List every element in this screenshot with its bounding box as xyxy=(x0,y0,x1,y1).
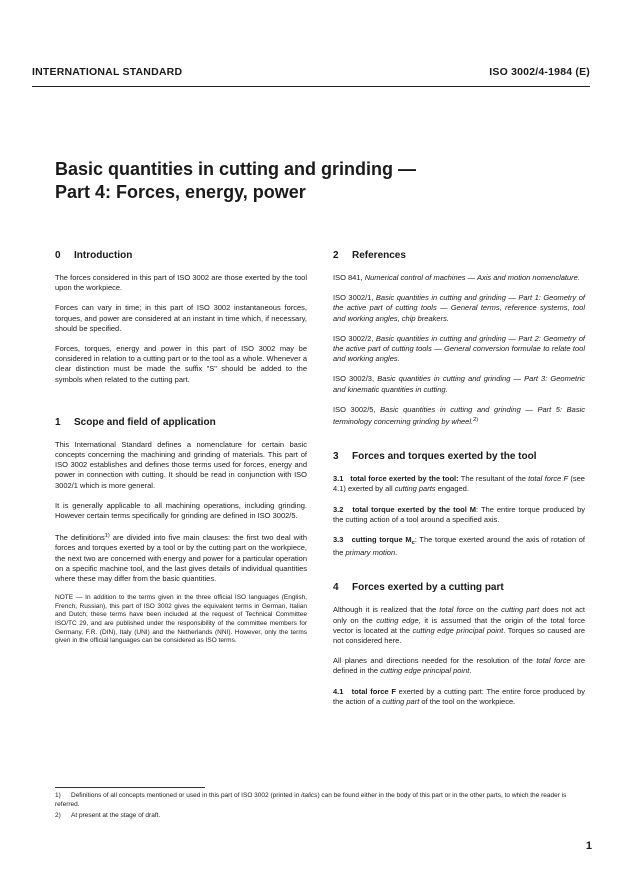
clause-3-1-term: total force exerted by the tool: xyxy=(350,474,459,484)
section-0-number: 0 xyxy=(55,250,61,261)
clause-4-1-text-1: exerted by a cutting part: The entire force produced by the action of a xyxy=(333,686,585,706)
footnote-rule xyxy=(55,787,205,788)
clause-4-1-number: 4.1 xyxy=(333,686,344,696)
intro-paragraph-2: Forces can vary in time; in this part of ISO 3002 instantaneous forces, torques, and power are considered at an instant in time which, if necessary, should be specified. xyxy=(55,303,307,333)
reference-iso-3002-2 xyxy=(333,334,585,365)
page-number: 1 xyxy=(585,840,592,852)
forces-p1-e: . Torques so caused are not considered here. xyxy=(333,625,586,646)
forces-p1-b: on the xyxy=(473,605,502,615)
clause-4-1-text-2: of the tool on the workpiece. xyxy=(419,696,516,706)
ref-1-title: Numerical control of machines — Axis and motion nomenclature. xyxy=(364,273,580,282)
clause-3-1-number: 3.1 xyxy=(333,474,344,484)
ref-4-title: Basic quantities in cutting and grinding — Part 3: Geometric and kinematic quantities in cutting. xyxy=(333,374,585,394)
clause-3-3 xyxy=(333,535,585,558)
footnote-ref-2[interactable]: 2) xyxy=(473,417,479,424)
left-column xyxy=(55,250,307,656)
clause-3-1-text-1: The resultant of the xyxy=(458,474,529,484)
clause-3-2-number: 3.2 xyxy=(333,504,344,514)
right-column xyxy=(333,250,585,717)
intro-paragraph-1: The forces considered in this part of ISO 3002 are those exerted by the tool upon the workpiece. xyxy=(55,273,307,293)
section-2-number: 2 xyxy=(333,250,339,261)
clause-3-3-term: cutting torque M xyxy=(351,535,412,545)
footnote-ref-1[interactable]: 1) xyxy=(104,533,110,540)
ref-1-id: ISO 841, xyxy=(333,273,365,282)
footnote-1-italic: italics xyxy=(301,792,318,799)
forces-p1-it4: cutting edge principal point xyxy=(412,625,504,635)
scope-p3-text-b: are divided into five main clauses: the first two deal with forces and torques exerted by a tool or by the cutting part on the workpiece, the next two are concerned with energy and power for a particular operation on a specific machine tool, and the last gives details of individual quantities where these may differ from the basic quantities. xyxy=(55,533,307,584)
clause-3-1-italic-2: cutting parts xyxy=(394,484,436,494)
title-line-1: Basic quantities in cutting and grinding — xyxy=(55,159,417,179)
clause-3-1 xyxy=(333,474,585,494)
header-document-number: ISO 3002/4-1984 (E) xyxy=(489,66,590,78)
header-rule xyxy=(32,86,590,87)
ref-4-id: ISO 3002/3, xyxy=(333,374,378,384)
reference-iso-3002-3 xyxy=(333,374,585,394)
ref-2-title: Basic quantities in cutting and grinding — Part 1: Geometry of the active part of cutting tools — General terms, reference systems, tool and working angles, chip breakers. xyxy=(333,293,585,323)
forces-p2-it2: cutting edge principal point xyxy=(380,666,470,676)
forces-paragraph-1 xyxy=(333,605,585,646)
forces-p2-a: All planes and directions needed for the resolution of the xyxy=(333,656,537,666)
footnote-2-number: 2) xyxy=(55,812,61,819)
section-2-heading xyxy=(333,250,585,262)
forces-p1-d: , it is assumed that the origin of the total force vector is located at the xyxy=(333,615,585,635)
footnote-1-text-a: Definitions of all concepts mentioned or used in this part of ISO 3002 (printed in xyxy=(71,792,302,799)
section-3-title: Forces and torques exerted by the tool xyxy=(352,451,537,463)
footnote-1-text-b: ) can be found either in the body of this part or in the other parts, to which the reader is referred. xyxy=(55,792,567,808)
section-1-heading xyxy=(55,417,307,429)
forces-p1-a: Although it is realized that the xyxy=(333,605,440,615)
document-title xyxy=(55,158,575,204)
forces-p1-it2: cutting part xyxy=(501,605,540,615)
forces-p2-b: are defined in the xyxy=(333,656,585,676)
footnote-1-number: 1) xyxy=(55,792,61,799)
scope-paragraph-3 xyxy=(55,531,307,584)
reference-iso-3002-5 xyxy=(333,405,585,427)
reference-iso-3002-1 xyxy=(333,293,585,324)
header-standard-label: INTERNATIONAL STANDARD xyxy=(32,66,183,78)
clause-3-3-text-1: : The torque exerted around the axis of rotation of the xyxy=(333,535,585,558)
title-line-2: Part 4: Forces, energy, power xyxy=(55,182,306,202)
clause-4-1 xyxy=(333,687,585,707)
scope-p3-text-a: The definitions xyxy=(55,533,105,543)
clause-3-3-subscript: c xyxy=(411,540,415,547)
reference-iso-841 xyxy=(333,273,585,283)
section-4-heading xyxy=(333,582,585,594)
clause-3-1-text-2: (see 4.1) exerted by all xyxy=(333,474,585,494)
section-2-title: References xyxy=(352,250,406,261)
ref-5-title: Basic quantities in cutting and grinding — Part 5: Basic terminology concerning grinding by wheel. xyxy=(333,404,585,427)
forces-p1-it3: cutting edge xyxy=(376,615,419,625)
section-0-heading xyxy=(55,250,307,262)
section-1-number: 1 xyxy=(55,416,61,428)
section-0-title: Introduction xyxy=(74,250,133,261)
scope-paragraph-2: It is generally applicable to all machining operations, including grinding. However certain terms specifically for grinding are defined in ISO 3002/5. xyxy=(55,500,307,521)
ref-3-id: ISO 3002/2, xyxy=(333,333,376,343)
clause-3-2-term: total torque exerted by the tool M xyxy=(352,504,477,514)
clause-3-1-text-3: engaged. xyxy=(435,484,469,494)
clause-4-1-term: total force F xyxy=(351,686,396,696)
section-3-number: 3 xyxy=(333,451,339,463)
scope-paragraph-1: This International Standard defines a nomenclature for certain basic concepts concerning the machining and grinding of materials. This part of ISO 3002 establishes and defines those terms used for forces, energy and power in connection with cutting. It should be read in conjunction with ISO 3002/1 which is more general. xyxy=(55,439,307,490)
clause-3-1-italic-1: total force F xyxy=(528,474,569,484)
forces-p2-c: . xyxy=(469,666,472,676)
ref-2-id: ISO 3002/1, xyxy=(333,293,376,303)
section-4-title: Forces exerted by a cutting part xyxy=(352,582,504,594)
section-1-title: Scope and field of application xyxy=(74,416,216,428)
ref-3-title: Basic quantities in cutting and grinding — Part 2: Geometry of the active part of cutting tools — General conversion formulae to relate tool and working angles. xyxy=(333,333,585,364)
running-header xyxy=(32,66,590,80)
forces-p1-it1: total force xyxy=(439,605,474,615)
footnote-1 xyxy=(55,792,590,809)
footnote-2-text: At present at the stage of draft. xyxy=(71,812,161,819)
clause-4-1-italic-1: cutting part xyxy=(382,696,420,706)
ref-5-id: ISO 3002/5, xyxy=(333,404,381,414)
section-3-heading xyxy=(333,451,585,463)
clause-3-3-text-2: . xyxy=(395,548,398,558)
scope-note: NOTE — In addition to the terms given in the three official ISO languages (English, French, Russian), this part of ISO 3002 gives the equivalent terms in German, Italian and Dutch; these terms have been included at the request of Technical Committee ISO/TC 29, and are published under the responsibility of the committee members for Germany, F.R. (DIN), Italy (UNI) and the Netherlands (NNI). However, only the terms given in the official languages can be considered as ISO terms. xyxy=(55,594,307,645)
forces-p2-it1: total force xyxy=(536,656,571,666)
forces-p1-c: does not act only on the xyxy=(333,605,586,625)
clause-3-3-number: 3.3 xyxy=(333,535,344,545)
forces-paragraph-2 xyxy=(333,656,585,676)
clause-3-2 xyxy=(333,505,585,525)
footnote-2 xyxy=(55,812,590,821)
clause-3-3-italic-1: primary motion xyxy=(345,548,396,558)
section-4-number: 4 xyxy=(333,582,339,594)
clause-3-2-text-1: : The entire torque produced by the cutting action of a tool around a specified axis. xyxy=(333,504,585,524)
intro-paragraph-3: Forces, torques, energy and power in this part of ISO 3002 may be considered in relation to a cutting part or to the tool as a whole. Whenever a clear distinction must be made the suffix "S" should be added to the symbols when related to the cutting part. xyxy=(55,344,307,384)
